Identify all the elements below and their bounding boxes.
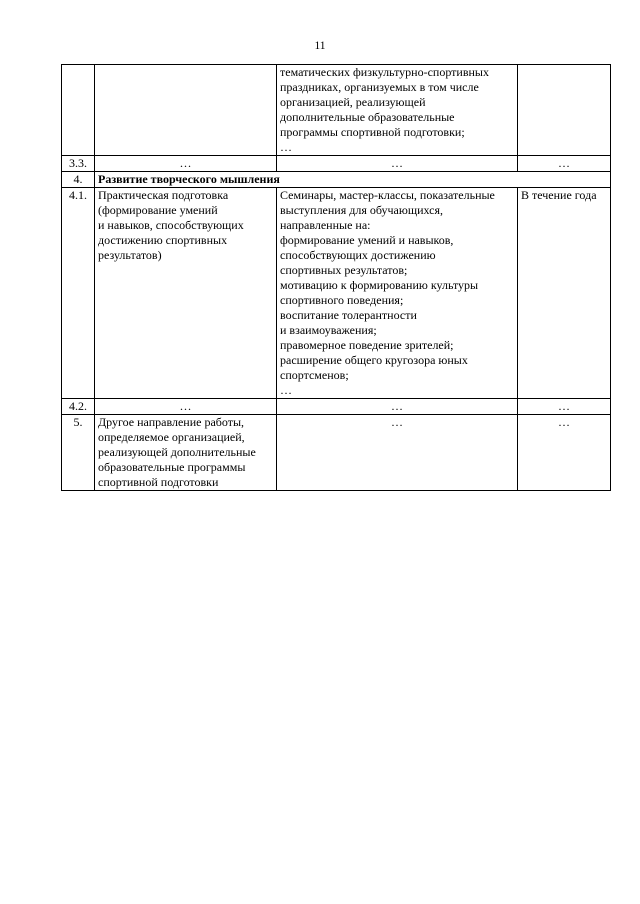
direction-cell: … — [95, 156, 277, 172]
row-number: 4.1. — [62, 188, 95, 399]
activity-line: направленные на: — [280, 218, 371, 232]
direction-line: спортивной подготовки — [98, 475, 219, 489]
direction-line: достижению спортивных — [98, 233, 228, 247]
activity-line: дополнительные образовательные — [280, 110, 455, 124]
deadline-cell: … — [518, 156, 611, 172]
deadline-cell — [518, 65, 611, 156]
activity-line: праздниках, организуемых в том числе — [280, 80, 479, 94]
table-row-3-3 — [62, 156, 611, 172]
direction-line: Практическая подготовка — [98, 188, 229, 202]
activity-line: спортивного поведения; — [280, 293, 404, 307]
table-row-continuation — [62, 65, 611, 156]
direction-line: (формирование умений — [98, 203, 218, 217]
deadline-cell: … — [518, 399, 611, 415]
table-row-4-1 — [62, 188, 611, 399]
activity-line: спортсменов; — [280, 368, 349, 382]
direction-cell: … — [95, 399, 277, 415]
activity-line: спортивных результатов; — [280, 263, 408, 277]
direction-line: образовательные программы — [98, 460, 246, 474]
row-number: 3.3. — [62, 156, 95, 172]
activity-cell — [277, 65, 518, 156]
activity-cell: … — [277, 399, 518, 415]
section-title: Развитие творческого мышления — [95, 172, 611, 188]
activity-line: воспитание толерантности — [280, 308, 417, 322]
direction-line: Другое направление работы, — [98, 415, 245, 429]
activity-line: расширение общего кругозора юных — [280, 353, 468, 367]
activity-line: … — [280, 383, 292, 397]
direction-line: определяемое организацией, — [98, 430, 245, 444]
direction-cell — [95, 188, 277, 399]
row-number: 4. — [62, 172, 95, 188]
row-number: 5. — [62, 415, 95, 491]
deadline-cell: … — [518, 415, 611, 491]
activity-cell: … — [277, 415, 518, 491]
activity-cell: … — [277, 156, 518, 172]
activity-line: выступления для обучающихся, — [280, 203, 443, 217]
activity-line: и взаимоуважения; — [280, 323, 377, 337]
page-number: 11 — [314, 40, 326, 52]
direction-line: реализующей дополнительные — [98, 445, 256, 459]
activity-line: правомерное поведение зрителей; — [280, 338, 454, 352]
activity-line: мотивацию к формированию культуры — [280, 278, 479, 292]
activity-line: организацией, реализующей — [280, 95, 426, 109]
activity-cell — [277, 188, 518, 399]
direction-line: и навыков, способствующих — [98, 218, 244, 232]
row-number: 4.2. — [62, 399, 95, 415]
direction-line: результатов) — [98, 248, 162, 262]
activity-line: тематических физкультурно-спортивных — [280, 65, 489, 79]
table-row-5 — [62, 415, 611, 491]
table-row-section-4 — [62, 172, 611, 188]
activity-line: Семинары, мастер-классы, показательные — [280, 188, 495, 202]
direction-cell — [95, 415, 277, 491]
activity-line: формирование умений и навыков, — [280, 233, 454, 247]
row-number — [62, 65, 95, 156]
deadline-cell: В течение года — [518, 188, 611, 399]
activity-line: … — [280, 140, 292, 154]
activity-line: способствующих достижению — [280, 248, 436, 262]
activity-line: программы спортивной подготовки; — [280, 125, 465, 139]
table-row-4-2 — [62, 399, 611, 415]
activity-table — [61, 64, 611, 491]
direction-cell — [95, 65, 277, 156]
